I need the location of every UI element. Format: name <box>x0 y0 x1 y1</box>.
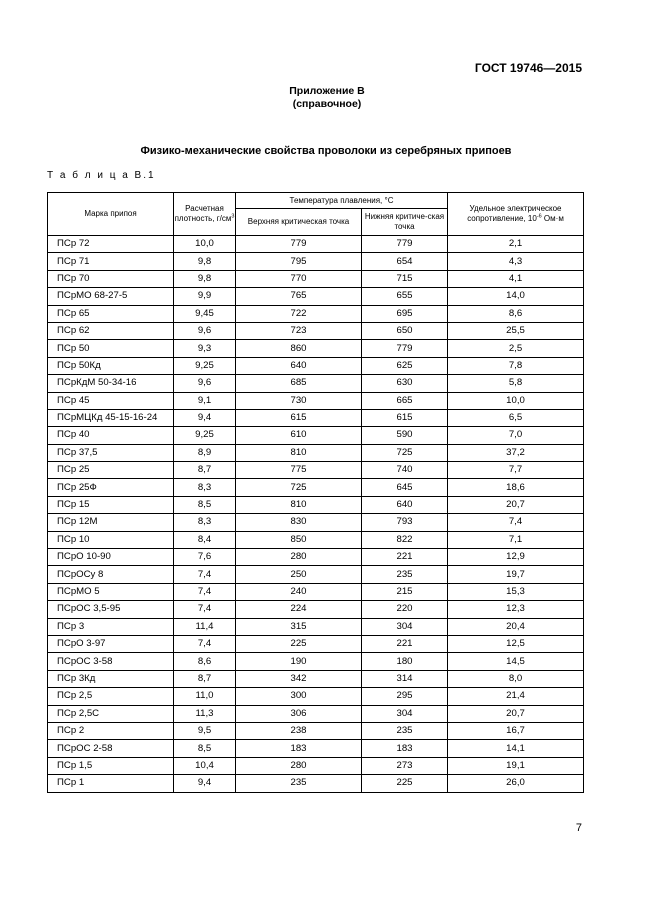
cell-density: 9,4 <box>174 409 236 426</box>
cell-lower-point: 314 <box>362 670 448 687</box>
cell-lower-point: 273 <box>362 757 448 774</box>
cell-upper-point: 224 <box>236 601 362 618</box>
cell-grade: ПСр 40 <box>48 427 174 444</box>
cell-resistivity: 14,0 <box>448 288 584 305</box>
cell-lower-point: 793 <box>362 514 448 531</box>
cell-density: 7,4 <box>174 566 236 583</box>
cell-upper-point: 280 <box>236 549 362 566</box>
cell-density: 8,6 <box>174 653 236 670</box>
table-row <box>48 270 584 287</box>
header-density-text: Расчетная плотность, г/см <box>174 204 232 223</box>
cell-resistivity: 14,5 <box>448 653 584 670</box>
cell-upper-point: 190 <box>236 653 362 670</box>
cell-upper-point: 315 <box>236 618 362 635</box>
header-resistivity-exponent: -6 <box>536 213 542 220</box>
cell-grade: ПСр 25Ф <box>48 479 174 496</box>
cell-grade: ПСрО 10-90 <box>48 549 174 566</box>
table-row <box>48 288 584 305</box>
cell-resistivity: 19,7 <box>448 566 584 583</box>
cell-upper-point: 725 <box>236 479 362 496</box>
header-upper-point: Верхняя критическая точка <box>236 209 362 236</box>
cell-resistivity: 20,7 <box>448 496 584 513</box>
cell-lower-point: 645 <box>362 479 448 496</box>
table-row <box>48 601 584 618</box>
cell-upper-point: 306 <box>236 705 362 722</box>
cell-density: 9,6 <box>174 322 236 339</box>
cell-grade: ПСр 3Кд <box>48 670 174 687</box>
cell-grade: ПСрМО 5 <box>48 583 174 600</box>
cell-resistivity: 4,1 <box>448 270 584 287</box>
annex-heading <box>0 85 646 111</box>
cell-resistivity: 2,5 <box>448 340 584 357</box>
table-row <box>48 635 584 652</box>
cell-lower-point: 304 <box>362 705 448 722</box>
cell-grade: ПСрКдМ 50-34-16 <box>48 375 174 392</box>
cell-grade: ПСрОСу 8 <box>48 566 174 583</box>
table-row <box>48 496 584 513</box>
cell-density: 9,8 <box>174 270 236 287</box>
header-density-exponent: 3 <box>231 213 235 220</box>
table-header <box>48 193 584 236</box>
table-row <box>48 688 584 705</box>
cell-resistivity: 10,0 <box>448 392 584 409</box>
cell-density: 9,25 <box>174 357 236 374</box>
cell-upper-point: 850 <box>236 531 362 548</box>
cell-grade: ПСрМО 68-27-5 <box>48 288 174 305</box>
cell-resistivity: 4,3 <box>448 253 584 270</box>
cell-resistivity: 5,8 <box>448 375 584 392</box>
header-density <box>174 193 236 236</box>
standard-designation: ГОСТ 19746—2015 <box>474 61 582 75</box>
cell-lower-point: 221 <box>362 549 448 566</box>
cell-lower-point: 225 <box>362 775 448 792</box>
cell-upper-point: 183 <box>236 740 362 757</box>
cell-grade: ПСр 45 <box>48 392 174 409</box>
cell-density: 8,7 <box>174 462 236 479</box>
cell-grade: ПСр 2 <box>48 722 174 739</box>
cell-upper-point: 610 <box>236 427 362 444</box>
cell-resistivity: 12,5 <box>448 635 584 652</box>
cell-density: 9,25 <box>174 427 236 444</box>
properties-table <box>47 192 584 793</box>
cell-upper-point: 615 <box>236 409 362 426</box>
cell-lower-point: 640 <box>362 496 448 513</box>
cell-grade: ПСр 37,5 <box>48 444 174 461</box>
table-row <box>48 757 584 774</box>
cell-density: 9,4 <box>174 775 236 792</box>
cell-grade: ПСр 1,5 <box>48 757 174 774</box>
cell-resistivity: 7,7 <box>448 462 584 479</box>
cell-density: 8,7 <box>174 670 236 687</box>
cell-grade: ПСрО 3-97 <box>48 635 174 652</box>
table-row <box>48 462 584 479</box>
cell-grade: ПСрОС 3,5-95 <box>48 601 174 618</box>
cell-lower-point: 590 <box>362 427 448 444</box>
cell-grade: ПСрОС 2-58 <box>48 740 174 757</box>
cell-lower-point: 779 <box>362 236 448 253</box>
cell-grade: ПСр 50 <box>48 340 174 357</box>
table-row <box>48 705 584 722</box>
table-row <box>48 775 584 792</box>
cell-resistivity: 8,6 <box>448 305 584 322</box>
cell-grade: ПСр 25 <box>48 462 174 479</box>
section-title: Физико-механические свойства проволоки из серебряных припоев <box>140 145 512 157</box>
cell-density: 9,5 <box>174 722 236 739</box>
cell-upper-point: 238 <box>236 722 362 739</box>
cell-density: 9,45 <box>174 305 236 322</box>
header-grade: Марка припоя <box>48 193 174 236</box>
cell-density: 11,0 <box>174 688 236 705</box>
cell-lower-point: 665 <box>362 392 448 409</box>
cell-density: 10,4 <box>174 757 236 774</box>
table-row <box>48 409 584 426</box>
cell-lower-point: 695 <box>362 305 448 322</box>
cell-upper-point: 685 <box>236 375 362 392</box>
cell-upper-point: 300 <box>236 688 362 705</box>
cell-resistivity: 18,6 <box>448 479 584 496</box>
cell-upper-point: 730 <box>236 392 362 409</box>
cell-upper-point: 765 <box>236 288 362 305</box>
cell-density: 8,9 <box>174 444 236 461</box>
cell-upper-point: 723 <box>236 322 362 339</box>
cell-upper-point: 810 <box>236 496 362 513</box>
cell-upper-point: 779 <box>236 236 362 253</box>
cell-upper-point: 722 <box>236 305 362 322</box>
cell-grade: ПСр 10 <box>48 531 174 548</box>
header-resistivity-unit: Ом·м <box>541 214 564 223</box>
cell-lower-point: 715 <box>362 270 448 287</box>
cell-grade: ПСрОС 3-58 <box>48 653 174 670</box>
cell-density: 8,3 <box>174 479 236 496</box>
table-row <box>48 375 584 392</box>
table-row <box>48 583 584 600</box>
cell-resistivity: 19,1 <box>448 757 584 774</box>
cell-density: 7,4 <box>174 583 236 600</box>
cell-grade: ПСр 65 <box>48 305 174 322</box>
cell-lower-point: 304 <box>362 618 448 635</box>
cell-grade: ПСрМЦКд 45-15-16-24 <box>48 409 174 426</box>
cell-grade: ПСр 50Кд <box>48 357 174 374</box>
table-row <box>48 427 584 444</box>
cell-density: 9,3 <box>174 340 236 357</box>
table-body <box>48 236 584 793</box>
cell-lower-point: 625 <box>362 357 448 374</box>
table-row <box>48 653 584 670</box>
cell-lower-point: 221 <box>362 635 448 652</box>
table-row <box>48 340 584 357</box>
cell-lower-point: 615 <box>362 409 448 426</box>
cell-resistivity: 6,5 <box>448 409 584 426</box>
header-melting-temperature: Температура плавления, °С <box>236 193 448 209</box>
cell-upper-point: 770 <box>236 270 362 287</box>
cell-lower-point: 740 <box>362 462 448 479</box>
cell-grade: ПСр 15 <box>48 496 174 513</box>
cell-grade: ПСр 62 <box>48 322 174 339</box>
cell-density: 11,4 <box>174 618 236 635</box>
header-lower-point: Нижняя критиче-ская точка <box>362 209 448 236</box>
cell-upper-point: 235 <box>236 775 362 792</box>
cell-upper-point: 250 <box>236 566 362 583</box>
cell-density: 8,5 <box>174 740 236 757</box>
cell-resistivity: 2,1 <box>448 236 584 253</box>
cell-upper-point: 280 <box>236 757 362 774</box>
table-row <box>48 305 584 322</box>
cell-resistivity: 14,1 <box>448 740 584 757</box>
annex-title: Приложение В <box>289 85 365 97</box>
cell-lower-point: 822 <box>362 531 448 548</box>
cell-resistivity: 20,4 <box>448 618 584 635</box>
cell-upper-point: 640 <box>236 357 362 374</box>
cell-resistivity: 7,1 <box>448 531 584 548</box>
table-row <box>48 566 584 583</box>
cell-lower-point: 630 <box>362 375 448 392</box>
cell-lower-point: 295 <box>362 688 448 705</box>
cell-resistivity: 8,0 <box>448 670 584 687</box>
cell-resistivity: 7,0 <box>448 427 584 444</box>
cell-lower-point: 215 <box>362 583 448 600</box>
cell-resistivity: 20,7 <box>448 705 584 722</box>
cell-lower-point: 650 <box>362 322 448 339</box>
cell-resistivity: 12,3 <box>448 601 584 618</box>
page-number: 7 <box>575 822 582 834</box>
cell-resistivity: 37,2 <box>448 444 584 461</box>
cell-upper-point: 240 <box>236 583 362 600</box>
header-resistivity <box>448 193 584 236</box>
table-row <box>48 444 584 461</box>
cell-grade: ПСр 72 <box>48 236 174 253</box>
table-row <box>48 722 584 739</box>
cell-upper-point: 830 <box>236 514 362 531</box>
cell-resistivity: 12,9 <box>448 549 584 566</box>
table-row <box>48 357 584 374</box>
cell-density: 8,3 <box>174 514 236 531</box>
cell-lower-point: 235 <box>362 722 448 739</box>
cell-resistivity: 26,0 <box>448 775 584 792</box>
cell-grade: ПСр 2,5С <box>48 705 174 722</box>
cell-density: 9,8 <box>174 253 236 270</box>
table-row <box>48 392 584 409</box>
annex-note: (справочное) <box>292 98 362 110</box>
cell-upper-point: 795 <box>236 253 362 270</box>
cell-resistivity: 16,7 <box>448 722 584 739</box>
cell-upper-point: 775 <box>236 462 362 479</box>
cell-density: 9,6 <box>174 375 236 392</box>
cell-lower-point: 725 <box>362 444 448 461</box>
cell-density: 9,1 <box>174 392 236 409</box>
cell-density: 7,6 <box>174 549 236 566</box>
cell-density: 7,4 <box>174 635 236 652</box>
cell-resistivity: 25,5 <box>448 322 584 339</box>
cell-grade: ПСр 2,5 <box>48 688 174 705</box>
cell-lower-point: 220 <box>362 601 448 618</box>
cell-lower-point: 779 <box>362 340 448 357</box>
table-row <box>48 670 584 687</box>
cell-density: 10,0 <box>174 236 236 253</box>
cell-resistivity: 7,4 <box>448 514 584 531</box>
cell-resistivity: 21,4 <box>448 688 584 705</box>
cell-upper-point: 225 <box>236 635 362 652</box>
cell-lower-point: 235 <box>362 566 448 583</box>
table-row <box>48 479 584 496</box>
cell-grade: ПСр 1 <box>48 775 174 792</box>
cell-grade: ПСр 3 <box>48 618 174 635</box>
table-row <box>48 549 584 566</box>
cell-lower-point: 654 <box>362 253 448 270</box>
table-row <box>48 531 584 548</box>
table-row <box>48 618 584 635</box>
cell-density: 7,4 <box>174 601 236 618</box>
cell-grade: ПСр 12М <box>48 514 174 531</box>
cell-upper-point: 342 <box>236 670 362 687</box>
table-row <box>48 322 584 339</box>
cell-upper-point: 810 <box>236 444 362 461</box>
cell-grade: ПСр 71 <box>48 253 174 270</box>
cell-resistivity: 15,3 <box>448 583 584 600</box>
cell-lower-point: 180 <box>362 653 448 670</box>
table-caption: Т а б л и ц а В.1 <box>47 170 156 181</box>
cell-density: 11,3 <box>174 705 236 722</box>
cell-grade: ПСр 70 <box>48 270 174 287</box>
cell-lower-point: 655 <box>362 288 448 305</box>
table-row <box>48 236 584 253</box>
table-row <box>48 253 584 270</box>
cell-density: 9,9 <box>174 288 236 305</box>
cell-density: 8,5 <box>174 496 236 513</box>
cell-resistivity: 7,8 <box>448 357 584 374</box>
table-row <box>48 514 584 531</box>
cell-density: 8,4 <box>174 531 236 548</box>
cell-upper-point: 860 <box>236 340 362 357</box>
header-resistivity-text: Удельное электрическое сопротивление, 10 <box>467 204 562 223</box>
table-row <box>48 740 584 757</box>
cell-lower-point: 183 <box>362 740 448 757</box>
